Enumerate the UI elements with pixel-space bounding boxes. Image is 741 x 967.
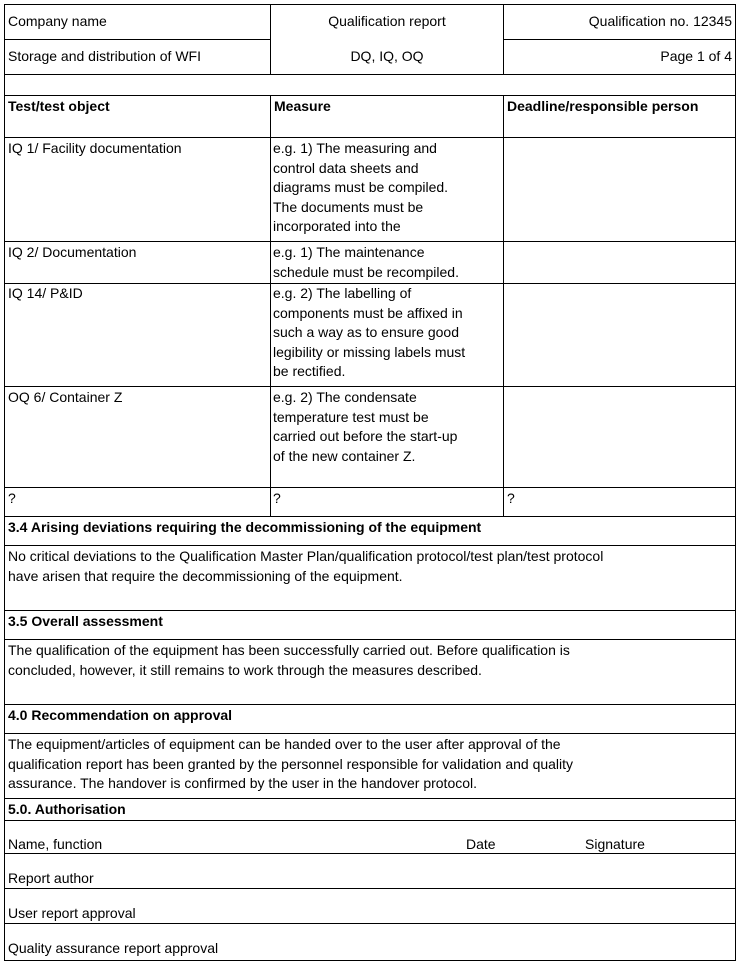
auth-col-signature: Signature	[585, 836, 645, 852]
top-border	[4, 4, 736, 5]
auth-row-divider-2	[4, 888, 736, 889]
section-text-recommendation: The equipment/articles of equipment can be handed over to the user after approval of the qualification report has been granted by the personnel responsible for validation and quality assurance. The handover is confirmed by the user in the handover protocol.	[8, 736, 574, 791]
section-heading-authorisation: 5.0. Authorisation	[8, 801, 126, 817]
section-heading-recommendation: 4.0 Recommendation on approval	[8, 707, 233, 723]
header-bottom-border	[4, 74, 736, 75]
table-top-border	[4, 95, 736, 96]
table-cell-measure: ?	[273, 490, 281, 506]
report-title: Qualification report	[328, 13, 446, 29]
table-cell-measure: e.g. 1) The maintenance schedule must be recompiled.	[273, 244, 459, 280]
company-name: Company name	[8, 13, 107, 29]
table-cell-measure: e.g. 2) The labelling of components must be affixed in such a way as to ensure good legibility or missing labels must be rectified.	[273, 285, 466, 379]
row-divider-3	[4, 386, 736, 387]
auth-row-user-approval: User report approval	[8, 905, 136, 921]
bottom-border	[4, 960, 736, 961]
auth-row-qa-approval: Quality assurance report approval	[8, 940, 219, 956]
right-border	[735, 4, 736, 961]
section-40-top	[4, 704, 736, 705]
page-number: Page 1 of 4	[660, 48, 732, 64]
row-divider-4	[4, 487, 736, 488]
table-col-divider-2	[503, 95, 504, 517]
section-text-deviations: No critical deviations to the Qualification Master Plan/qualification protocol/test plan/test protocol have arisen that require the decommissioning of the equipment.	[8, 548, 604, 584]
section-40-heading-bottom	[4, 733, 736, 734]
section-34-top	[4, 516, 736, 517]
table-cell-test: IQ 1/ Facility documentation	[8, 140, 182, 156]
qualification-phases: DQ, IQ, OQ	[350, 48, 424, 64]
section-50-top	[4, 798, 736, 799]
qualification-number: Qualification no. 12345	[588, 13, 732, 29]
section-34-heading-bottom	[4, 545, 736, 546]
table-cell-test: OQ 6/ Container Z	[8, 389, 123, 405]
left-border	[4, 4, 5, 961]
col-header-test: Test/test object	[8, 98, 110, 114]
table-cell-test: ?	[8, 490, 16, 506]
row-divider-1	[4, 241, 736, 242]
section-50-heading-bottom	[4, 820, 736, 821]
header-divider-right	[503, 39, 736, 40]
table-header-bottom	[4, 137, 736, 138]
section-35-top	[4, 610, 736, 611]
auth-row-report-author: Report author	[8, 870, 94, 886]
table-cell-test: IQ 2/ Documentation	[8, 244, 137, 260]
table-cell-measure: e.g. 1) The measuring and control data sheets and diagrams must be compiled. The documents must be incorporated into the	[273, 140, 449, 234]
table-cell-test: IQ 14/ P&ID	[8, 285, 83, 301]
section-heading-assessment: 3.5 Overall assessment	[8, 613, 163, 629]
section-35-heading-bottom	[4, 639, 736, 640]
table-cell-measure: e.g. 2) The condensate temperature test must be carried out before the start-up of the new container Z.	[273, 389, 458, 464]
table-cell-deadline: ?	[507, 490, 515, 506]
section-heading-deviations: 3.4 Arising deviations requiring the decommissioning of the equipment	[8, 519, 482, 535]
auth-col-name: Name, function	[8, 836, 103, 852]
section-text-assessment: The qualification of the equipment has been successfully carried out. Before qualification is concluded, however, it still remains to work through the measures described.	[8, 642, 570, 678]
col-header-measure: Measure	[274, 98, 331, 114]
table-col-divider-1	[270, 95, 271, 517]
report-subject: Storage and distribution of WFI	[8, 48, 201, 64]
auth-col-date: Date	[466, 836, 496, 852]
header-divider-left	[4, 39, 270, 40]
col-header-deadline: Deadline/responsible person	[507, 98, 699, 114]
